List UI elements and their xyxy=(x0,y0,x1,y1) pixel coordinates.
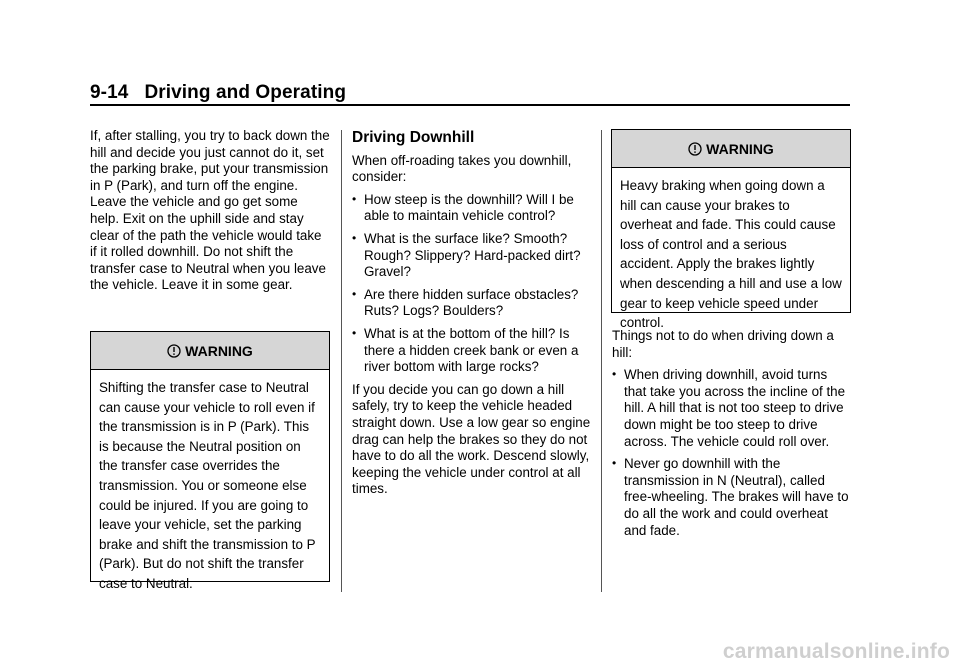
warning-icon xyxy=(688,142,702,156)
bullet-icon: • xyxy=(612,456,617,471)
stalling-paragraph: If, after stalling, you try to back down the hill and decide you just cannot do it, set the parking brake, put your transmission in P (Park), and turn off the engine. Leave the vehicle and go get some help. Exit on the uphill side and stay clear of the path the vehicle would take if it rolled downhill. Do not shift the transfer case to Neutral when you leave the vehicle. Leave it in some gear. xyxy=(90,128,330,293)
column-1 xyxy=(90,128,330,294)
list-item: • Are there hidden surface obstacles? Ruts? Logs? Boulders? xyxy=(352,286,579,319)
downhill-closing-paragraph: If you decide you can go down a hill safely, try to keep the vehicle headed straight down. Use a low gear so engine drag can help the brakes so they do not have to do all the work. Descend slowly, keeping the vehicle under control at all times. xyxy=(352,381,591,497)
list-item: • What is the surface like? Smooth? Rough? Slippery? Hard-packed dirt? Gravel? xyxy=(352,230,581,280)
warning-text: Heavy braking when going down a hill can cause your brakes to overheat and fade. This could cause loss of control and a serious accident. Apply the brakes lightly when descending a hill and use a low gear to keep vehicle speed under control. xyxy=(620,178,842,331)
warning-box-heavy-braking xyxy=(611,129,851,331)
list-item: • Never go downhill with the transmission in N (Neutral), called free-wheeling. The brakes will have to do all the work and could overheat and fade. xyxy=(612,456,849,538)
bullet-icon: • xyxy=(352,286,357,301)
bullet-icon: • xyxy=(352,325,357,340)
page-number: 9-14 xyxy=(90,82,129,103)
bullet-icon: • xyxy=(612,367,617,382)
bullet-icon: • xyxy=(352,230,357,245)
watermark: carmanualsonline.info xyxy=(722,640,950,663)
things-not-to-do-intro: Things not to do when driving down a hill: xyxy=(612,328,834,360)
page-header xyxy=(90,82,346,104)
warning-icon xyxy=(167,344,181,358)
list-item: • When driving downhill, avoid turns that take you across the incline of the hill. A hill that is not too steep to drive down might be too steep to drive across. The vehicle could roll over. xyxy=(612,367,846,449)
warning-label: WARNING xyxy=(185,342,253,359)
downhill-intro: When off-roading takes you downhill, consider: xyxy=(352,152,572,185)
column-divider-1 xyxy=(341,130,342,592)
warning-header xyxy=(91,332,329,370)
column-3 xyxy=(612,328,852,539)
list-item: • How steep is the downhill? Will I be able to maintain vehicle control? xyxy=(352,191,574,224)
downhill-considerations-list xyxy=(352,192,592,376)
list-item: • What is at the bottom of the hill? Is there a hidden creek bank or even a river bottom with large rocks? xyxy=(352,325,579,375)
section-heading: Driving Downhill xyxy=(352,129,475,146)
section-title: Driving and Operating xyxy=(144,82,347,103)
downhill-donts-list xyxy=(612,367,852,539)
column-2 xyxy=(352,130,592,498)
warning-label: WARNING xyxy=(706,140,774,157)
bullet-icon: • xyxy=(352,191,357,206)
header-rule xyxy=(90,104,850,106)
warning-header xyxy=(612,130,850,168)
warning-text: Shifting the transfer case to Neutral can cause your vehicle to roll even if the transmission is in P (Park). This is because the Neutral position on the transfer case overrides the transmission. You or someone else could be injured. If you are going to leave your vehicle, set the parking brake and shift the transmission to P (Park). But do not shift the transfer case to Neutral. xyxy=(99,380,316,591)
column-divider-2 xyxy=(601,130,602,592)
warning-box-transfer-case xyxy=(90,331,330,591)
